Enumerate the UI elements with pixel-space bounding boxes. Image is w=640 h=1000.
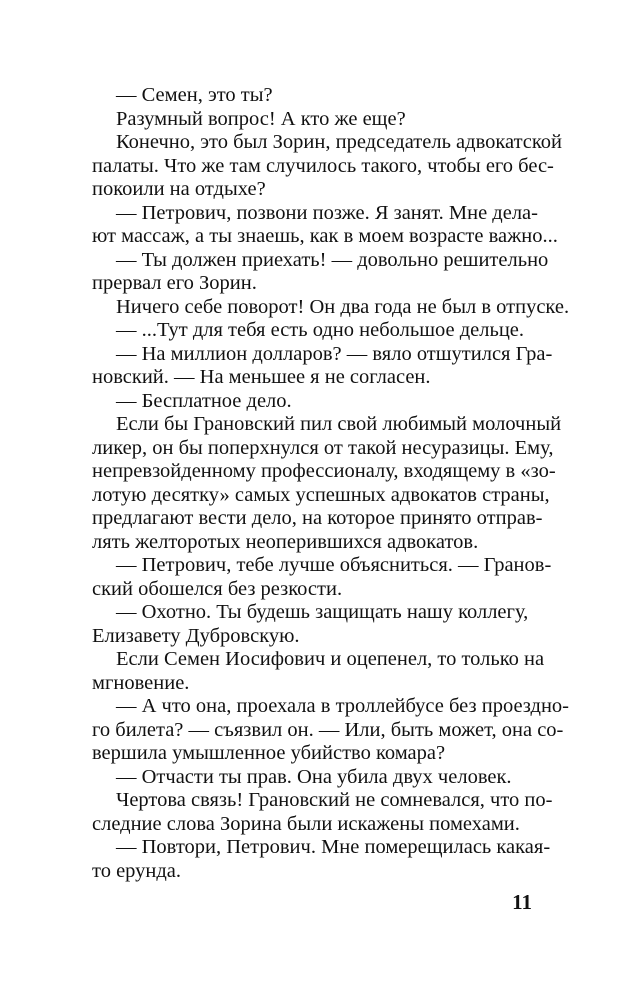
text-line: прервал его Зорин. — [92, 272, 257, 294]
paragraph — [92, 390, 532, 414]
paragraph — [92, 789, 553, 836]
text-line: — Бесплатное дело. — [116, 389, 292, 412]
text-line: лотую десятку» самых успешных адвокатов страны, — [92, 483, 550, 506]
paragraph — [92, 601, 532, 648]
text-line: Разумный вопрос! А кто же еще? — [116, 107, 406, 130]
text-line: следние слова Зорина были искажены помехами. — [92, 812, 520, 835]
text-line: — Отчасти ты прав. Она убила двух человек. — [116, 765, 512, 788]
text-line: — На миллион долларов? — вяло отшутился Гра- — [116, 342, 553, 365]
paragraph — [92, 342, 553, 390]
paragraph — [92, 201, 558, 249]
text-line: непревзойденному профессионалу, входящему в «зо- — [92, 460, 556, 482]
text-line: — ...Тут для тебя есть одно небольшое дельце. — [116, 319, 525, 341]
paragraph — [92, 248, 549, 296]
text-line: палаты. Что же там случилось такого, чтобы его бес- — [92, 154, 554, 177]
text-line: — Петрович, позвони позже. Я занят. Мне дела- — [116, 201, 538, 224]
text-line: Ничего себе поворот! Он два года не был в отпуске. — [116, 295, 570, 318]
text-line: Если Семен Иосифович и оцепенел, то только на — [116, 648, 545, 670]
paragraph — [92, 131, 563, 202]
paragraph — [92, 836, 551, 883]
text-line: — Петрович, тебе лучше объясниться. — Гранов- — [116, 554, 552, 576]
text-line: то ерунда. — [92, 859, 182, 882]
text-line: го билета? — съязвил он. — Или, быть может, она со- — [92, 718, 564, 741]
text-line: — Семен, это ты? — [116, 84, 273, 106]
text-line: Елизавету Дубровскую. — [92, 624, 300, 647]
text-line: ликер, он бы поперхнулся от такой несуразицы. Ему, — [92, 436, 554, 459]
text-line: — Ты должен приехать! — довольно решительно — [116, 248, 549, 271]
text-line: новский. — На меньшее я не согласен. — [92, 366, 431, 388]
paragraph — [92, 108, 532, 132]
text-line: покоили на отдыхе? — [92, 178, 266, 200]
paragraph — [92, 413, 562, 554]
text-line: Если бы Грановский пил свой любимый молочный — [116, 413, 562, 435]
text-line: Чертова связь! Грановский не сомневался, что по- — [116, 789, 553, 811]
text-line: предлагают вести дело, на которое принято отправ- — [92, 507, 543, 529]
paragraph — [92, 84, 532, 108]
paragraph — [92, 766, 532, 790]
text-line: лять желторотых неоперившихся адвокатов. — [92, 530, 479, 553]
page-number: 11 — [512, 890, 532, 914]
paragraph — [92, 648, 545, 695]
body-text — [92, 84, 570, 883]
text-line: ют массаж, а ты знаешь, как в моем возрасте важно... — [92, 225, 558, 247]
text-line: — Повтори, Петрович. Мне померещилась какая- — [116, 836, 551, 858]
paragraph — [92, 695, 570, 766]
paragraph — [92, 319, 532, 343]
paragraph — [92, 554, 552, 601]
text-line: — А что она, проехала в троллейбусе без проездно- — [116, 695, 570, 717]
text-line: ский обошелся без резкости. — [92, 577, 343, 600]
paragraph — [92, 295, 570, 320]
text-line: вершила умышленное убийство комара? — [92, 742, 446, 764]
text-line: Конечно, это был Зорин, председатель адвокатской — [116, 131, 563, 153]
text-line: мгновение. — [92, 671, 190, 694]
text-line: — Охотно. Ты будешь защищать нашу коллегу, — [116, 601, 529, 623]
